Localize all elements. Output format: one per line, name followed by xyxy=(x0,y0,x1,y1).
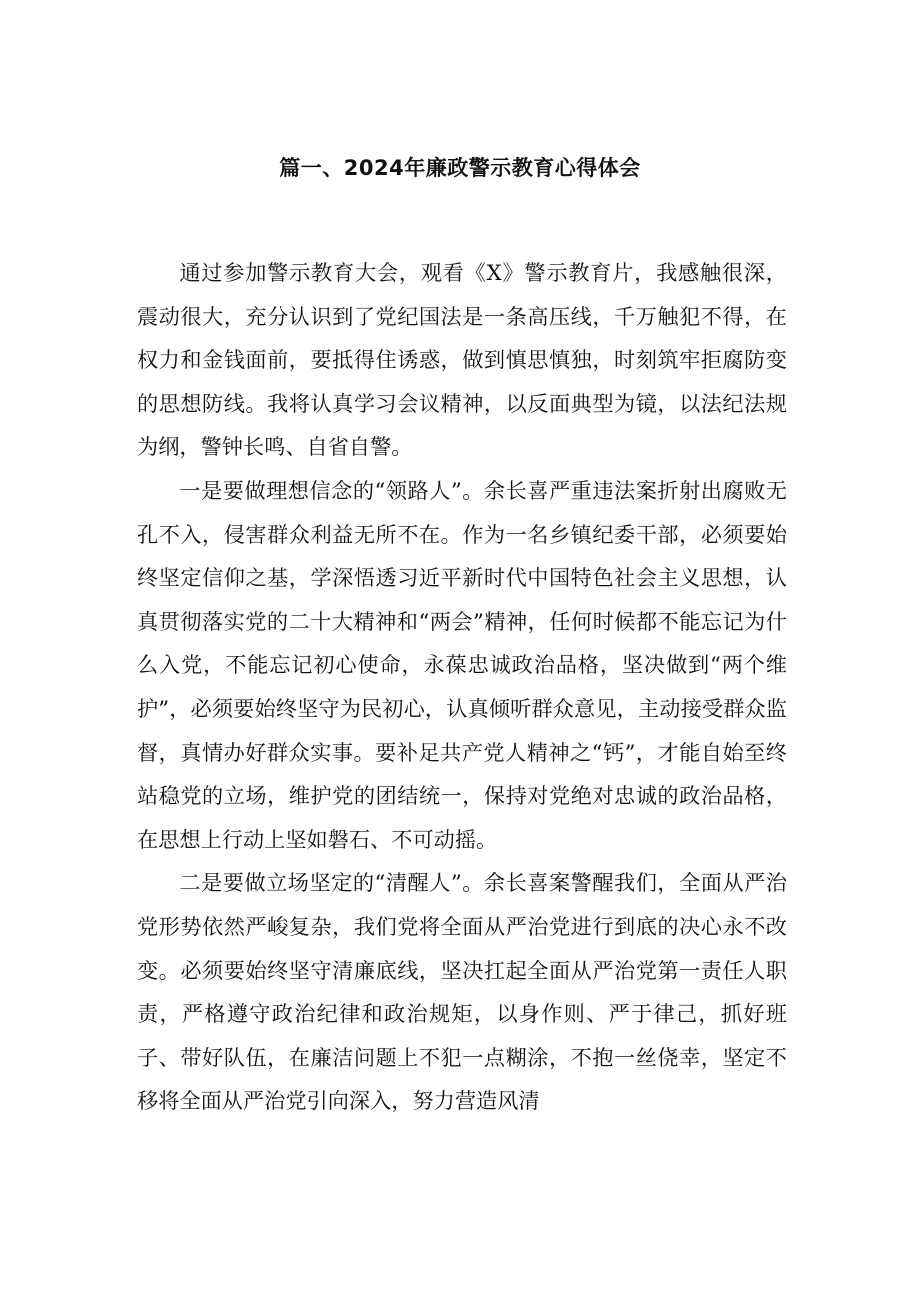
document-body xyxy=(137,251,787,1123)
paragraph-point-two: 二是要做立场坚定的“清醒人”。余长喜案警醒我们，全面从严治党形势依然严峻复杂，我们党将全面从严治党进行到底的决心永不改变。必须要始终坚守清廉底线，坚决扛起全面从严治党第一责任人职责，严格遵守政治纪律和政治规矩，以身作则、严于律己，抓好班子、带好队伍，在廉洁问题上不犯一点糊涂，不抱一丝侥幸，坚定不移将全面从严治党引向深入，努力营造风清 xyxy=(137,870,787,1114)
paragraph-point-one: 一是要做理想信念的“领路人”。余长喜严重违法案折射出腐败无孔不入，侵害群众利益无所不在。作为一名乡镇纪委干部，必须要始终坚定信仰之基，学深悟透习近平新时代中国特色社会主义思想，认真贯彻落实党的二十大精神和“两会”精神，任何时候都不能忘记为什么入党，不能忘记初心使命，永葆忠诚政治品格，坚决做到“两个维护”，必须要始终坚守为民初心，认真倾听群众意见，主动接受群众监督，真情办好群众实事。要补足共产党人精神之“钙”，才能自始至终站稳党的立场，维护党的团结统一，保持对党绝对忠诚的政治品格，在思想上行动上坚如磐石、不可动摇。 xyxy=(137,477,787,852)
document-title: 篇一、2024年廉政警示教育心得体会 xyxy=(279,156,641,180)
paragraph-intro: 通过参加警示教育大会，观看《X》警示教育片，我感触很深，震动很大，充分认识到了党纪国法是一条高压线，千万触犯不得，在权力和金钱面前，要抵得住诱惑，做到慎思慎独，时刻筑牢拒腐防变的思想防线。我将认真学习会议精神，以反面典型为镜，以法纪法规为纲，警钟长鸣、自省自警。 xyxy=(137,260,787,460)
